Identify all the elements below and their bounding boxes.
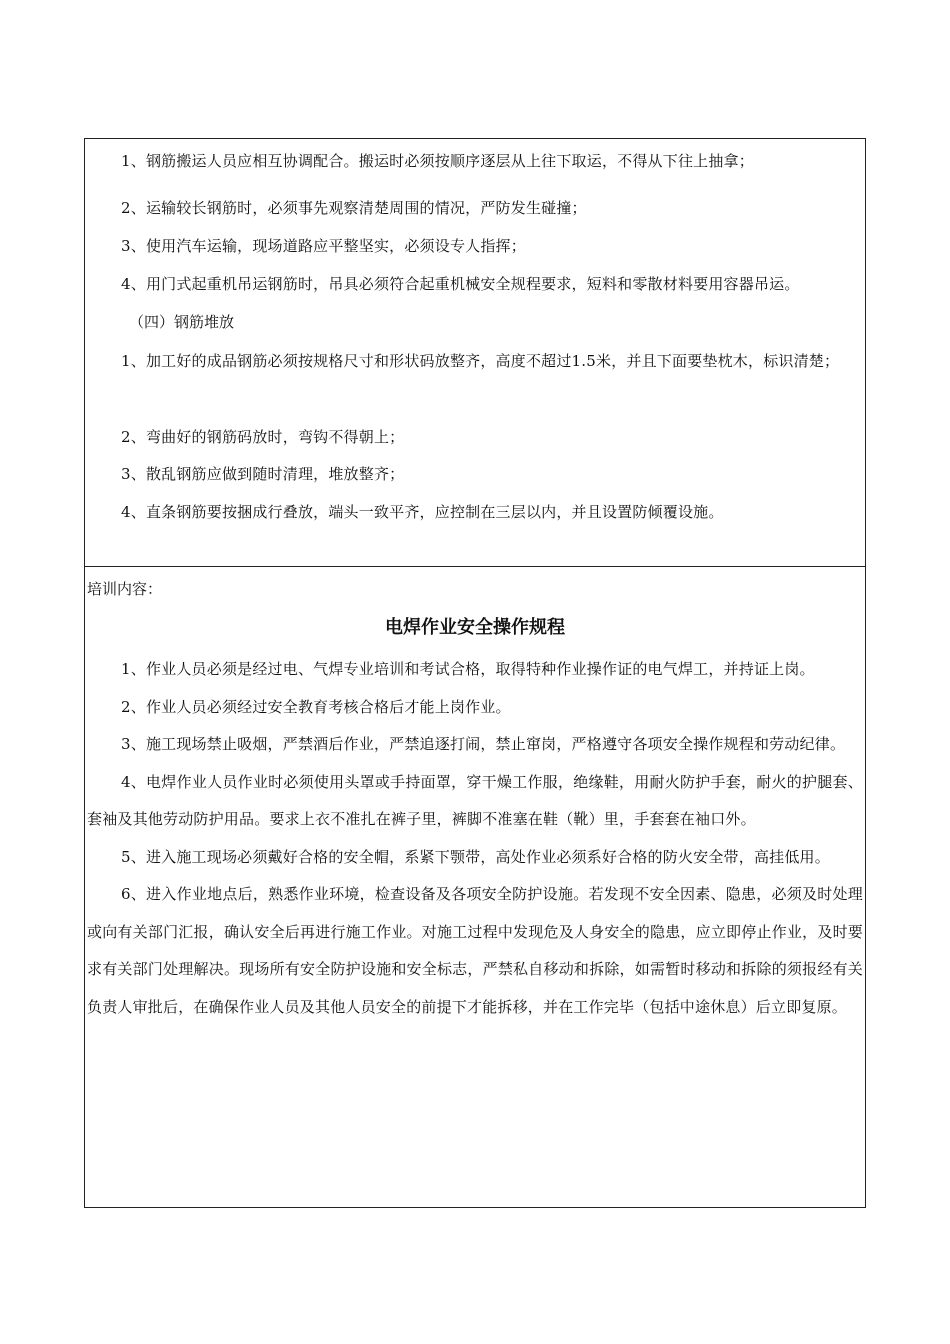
stacking-item-2: 2、弯曲好的钢筋码放时，弯钩不得朝上； xyxy=(121,428,405,446)
welding-rule-3: 3、施工现场禁止吸烟，严禁酒后作业，严禁追逐打闹，禁止窜岗，严格遵守各项安全操作规程和劳动纪律。 xyxy=(121,735,846,753)
transport-item-1: 1、钢筋搬运人员应相互协调配合。搬运时必须按顺序逐层从上往下取运，不得从下往上抽拿； xyxy=(121,152,754,170)
rebar-handling-section xyxy=(85,139,865,567)
transport-item-2: 2、运输较长钢筋时，必须事先观察清楚周围的情况，严防发生碰撞； xyxy=(121,199,587,217)
stacking-item-3: 3、散乱钢筋应做到随时清理，堆放整齐； xyxy=(121,465,405,483)
transport-item-3: 3、使用汽车运输，现场道路应平整坚实，必须设专人指挥； xyxy=(121,237,526,255)
document-table xyxy=(84,138,866,1208)
welding-rule-6: 6、进入作业地点后，熟悉作业环境，检查设备及各项安全防护设施。若发现不安全因素、隐患，必须及时处理或向有关部门汇报，确认安全后再进行施工作业。对施工过程中发现危及人身安全的隐患，应立即停止作业，及时要求有关部门处理解决。现场所有安全防护设施和安全标志，严禁私自移动和拆除，如需暂时移动和拆除的须报经有关负责人审批后，在确保作业人员及其他人员安全的前提下才能拆移，并在工作完毕（包括中途休息）后立即复原。 xyxy=(87,885,863,1016)
welding-rule-5: 5、进入施工现场必须戴好合格的安全帽，系紧下颚带，高处作业必须系好合格的防火安全带，高挂低用。 xyxy=(121,847,830,866)
transport-item-4: 4、用门式起重机吊运钢筋时，吊具必须符合起重机械安全规程要求，短料和零散材料要用容器吊运。 xyxy=(121,275,800,293)
page-title: 电焊作业安全操作规程 xyxy=(385,617,565,638)
stacking-item-4: 4、直条钢筋要按捆成行叠放，端头一致平齐，应控制在三层以内，并且设置防倾覆设施。 xyxy=(121,503,724,521)
welding-rule-4: 4、电焊作业人员作业时必须使用头罩或手持面罩，穿干燥工作服，绝缘鞋，用耐火防护手套，耐火的护腿套、套袖及其他劳动防护用品。要求上衣不准扎在裤子里，裤脚不准塞在鞋（靴）里，手套套在袖口外。 xyxy=(87,772,863,828)
stacking-subheading: （四）钢筋堆放 xyxy=(129,313,235,331)
welding-rule-1: 1、作业人员必须是经过电、气焊专业培训和考试合格，取得特种作业操作证的电气焊工，并持证上岗。 xyxy=(121,660,815,678)
welding-rule-2: 2、作业人员必须经过安全教育考核合格后才能上岗作业。 xyxy=(121,697,511,716)
training-content-label: 培训内容： xyxy=(87,580,163,598)
welding-rules-list xyxy=(87,651,865,1026)
stacking-item-1: 1、加工好的成品钢筋必须按规格尺寸和形状码放整齐，高度不超过1.5米，并且下面要垫枕木，标识清楚； xyxy=(121,352,840,370)
